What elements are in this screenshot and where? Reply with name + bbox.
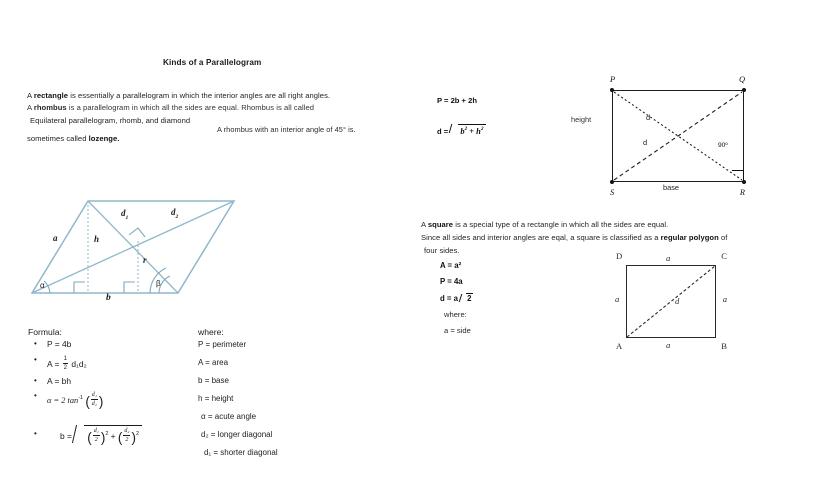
rectangle-base-label: base (663, 183, 680, 192)
formula-alpha-text: α = 2 tan (47, 396, 79, 406)
square-vertex-label-d: D (616, 251, 623, 261)
intro-line-equilateral: Equilateral parallelogram, rhomb, and diamond (30, 116, 191, 125)
b-frac1-num: d₁ (93, 428, 100, 436)
where-item-longer-diagonal (201, 430, 358, 439)
intro4-text-pre: sometimes called (27, 134, 89, 143)
b-close-paren-2: ) (131, 429, 136, 445)
vertex-dot-p (610, 88, 614, 92)
rectangle-diagonal-label-upper: d (646, 113, 651, 122)
alpha-frac-den: d₂ (91, 401, 97, 408)
formula-item-area-base-height (28, 377, 198, 387)
term-rectangle: rectangle (33, 91, 69, 100)
square-side-right-label: a (722, 294, 727, 304)
term-regular-polygon: regular polygon (660, 233, 719, 242)
where-sym-alpha: α (201, 412, 206, 421)
parallelogram-side-a-label: a (53, 233, 58, 243)
square-vertex-label-c: C (721, 251, 727, 261)
square-intro-line-1 (421, 220, 668, 229)
rectangle-angle-90-label: 90º (718, 142, 728, 149)
sq1-post: is a special type of a rectangle in which all the sides are equal. (453, 220, 669, 229)
formula-item-perimeter (28, 340, 198, 350)
vertex-dot-s (610, 180, 614, 184)
parallelogram-alpha-label: α (40, 281, 45, 290)
formula-area-bh-text: A = bh (47, 375, 71, 386)
fraction-numerator: 1 (63, 356, 68, 364)
faint-artifact-row: . . . − . (32, 126, 137, 132)
rectangle-height-label: height (571, 115, 592, 124)
formula-area-diag-text: A = (47, 358, 60, 369)
vertex-label-p: P (610, 75, 616, 84)
where-item-alpha (201, 412, 358, 421)
vertex-dot-q (742, 88, 746, 92)
square-where-heading: where: (444, 310, 467, 319)
open-paren: ( (85, 394, 90, 410)
close-paren: ) (98, 394, 104, 410)
vertex-label-q: Q (738, 75, 745, 84)
square-side-top-label: a (666, 253, 671, 263)
formula-alpha-exponent: -1 (78, 395, 83, 402)
formula-area-diag-tail: d₁d₂ (71, 358, 87, 369)
parallelogram-diagonal-2-label (171, 207, 178, 220)
square-diagram (615, 251, 727, 351)
b-open-paren-2: ( (117, 429, 123, 445)
formula-b-lhs: b = (60, 430, 72, 441)
parallelogram-r-label: r (143, 255, 147, 265)
where-def-d2: = longer diagonal (210, 430, 273, 439)
term-square: square (427, 220, 454, 229)
where-def-h: = height (204, 394, 234, 403)
intro-text-pre: A (27, 91, 34, 100)
intro-line-lozenge (27, 134, 119, 143)
formula-list (28, 340, 198, 416)
b-close-paren-1: ) (100, 429, 106, 445)
intro-text-post: is essentially a parallelogram in which the interior angles are all right angles. (68, 91, 331, 100)
square-side-bottom-label: a (666, 340, 671, 350)
sq-diag-radicand: 2 (467, 294, 472, 303)
rhombus-45-note: A rhombus with an interior angle of 45° is. (217, 125, 356, 134)
where-sym-p: P (198, 340, 204, 349)
rectangle-diagonal-label-lower: d (643, 138, 648, 147)
parallelogram-diagram (28, 193, 238, 308)
parallelogram-base-label: b (106, 293, 111, 303)
where-def-b: = base (204, 376, 229, 385)
term-rhombus: rhombus (33, 103, 67, 112)
fraction-denominator: 2 (63, 364, 68, 371)
intro-line-rhombus (27, 103, 314, 112)
parallelogram-diagonal-1-label (121, 208, 128, 221)
square-diagonal-label: d (675, 296, 680, 306)
b-open-paren-1: ( (87, 429, 92, 445)
square-root-icon-large (74, 425, 142, 445)
where-item-height (198, 394, 358, 403)
square-root-icon-small (460, 293, 472, 303)
where-item-perimeter (198, 340, 358, 349)
where-item-shorter-diagonal (204, 448, 358, 457)
parallelogram-height-label: h (94, 234, 100, 244)
square-diagonal-formula (440, 293, 473, 303)
where-list (198, 340, 358, 466)
where-sym-a: A (198, 358, 203, 367)
b-frac1-den: 2 (94, 437, 98, 444)
b-fraction-1 (93, 428, 100, 443)
where-def-a: = area (205, 358, 229, 367)
intro2-text-pre: A (27, 103, 34, 112)
formula-item-area-diagonals (28, 356, 198, 371)
formula-heading: Formula: (28, 327, 62, 337)
square-where-item-a: a = side (444, 326, 471, 335)
square-root-icon (450, 124, 485, 136)
b-frac2-den: 2 (125, 437, 129, 444)
square-vertex-label-b: B (721, 341, 727, 351)
formula-item-alpha (28, 392, 198, 409)
page-title: Kinds of a Parallelogram (163, 58, 262, 67)
b-plus-sign: + (110, 430, 116, 441)
right-angle-marker-icon (732, 170, 744, 182)
sq2-post: of (718, 233, 728, 242)
rectangle-perimeter-formula: P = 2b + 2h (437, 96, 477, 105)
rect-diag-radicand: $b^2 + h^2$ (460, 126, 484, 136)
term-lozenge: lozenge. (88, 134, 120, 143)
parallelogram-svg (28, 193, 238, 308)
where-def-alpha: = acute angle (207, 412, 257, 421)
where-def-d1: = shorter diagonal (213, 448, 278, 457)
square-perimeter-formula: P = 4a (440, 277, 463, 286)
where-def-p: = perimeter (205, 340, 247, 349)
rectangle-diagonals-svg (612, 90, 744, 182)
fraction-d1-over-d2 (91, 392, 98, 407)
formula-item-b (28, 425, 142, 445)
fraction-one-half (63, 356, 68, 371)
b-frac2-num: d₂ (123, 428, 130, 436)
where-heading: where: (198, 327, 224, 337)
vertex-label-r: R (739, 188, 745, 197)
intro-line-rectangle (27, 91, 330, 100)
b-fraction-2 (123, 428, 130, 443)
where-item-area (198, 358, 358, 367)
square-intro-line-2 (421, 233, 727, 242)
vertex-label-s: S (610, 188, 615, 197)
square-formula-block (440, 261, 473, 342)
b-term2-exponent: 2 (135, 431, 139, 438)
intro2-text-post: is a parallelogram in which all the sides are equal. Rhombus is all called (66, 103, 314, 112)
square-vertex-label-a: A (616, 341, 623, 351)
sq-diag-prefix: d = a (440, 294, 458, 303)
square-side-left-label: a (615, 294, 620, 304)
d2-sub: 2 (175, 213, 179, 220)
rectangle-diagonal-formula (437, 124, 486, 136)
formula-perimeter-text: P = 4b (47, 339, 72, 349)
where-item-base (198, 376, 358, 385)
b-formula-radicand (84, 425, 142, 445)
sq1-pre: A (421, 220, 428, 229)
where-sym-b: b (198, 376, 203, 385)
where-sym-h: h (198, 394, 203, 403)
d1-base: d (121, 208, 126, 218)
parallelogram-beta-label: β (156, 279, 161, 288)
bullet-icon: • (34, 429, 37, 438)
square-intro-line-3: four sides. (424, 246, 460, 255)
alpha-frac-num: d₁ (91, 392, 98, 400)
d1-sub: 1 (125, 214, 129, 221)
where-sym-d1: d₁ (204, 448, 212, 457)
square-area-formula: A = a² (440, 261, 462, 270)
b-term1-exponent: 2 (105, 431, 109, 438)
d2-base: d (171, 207, 176, 217)
square-diagonal-svg (626, 265, 716, 338)
rect-diag-prefix: d = (437, 126, 449, 136)
where-sym-d2: d₂ (201, 430, 209, 439)
sq2-pre: Since all sides and interior angles are eqal, a square is classified as a (421, 233, 661, 242)
